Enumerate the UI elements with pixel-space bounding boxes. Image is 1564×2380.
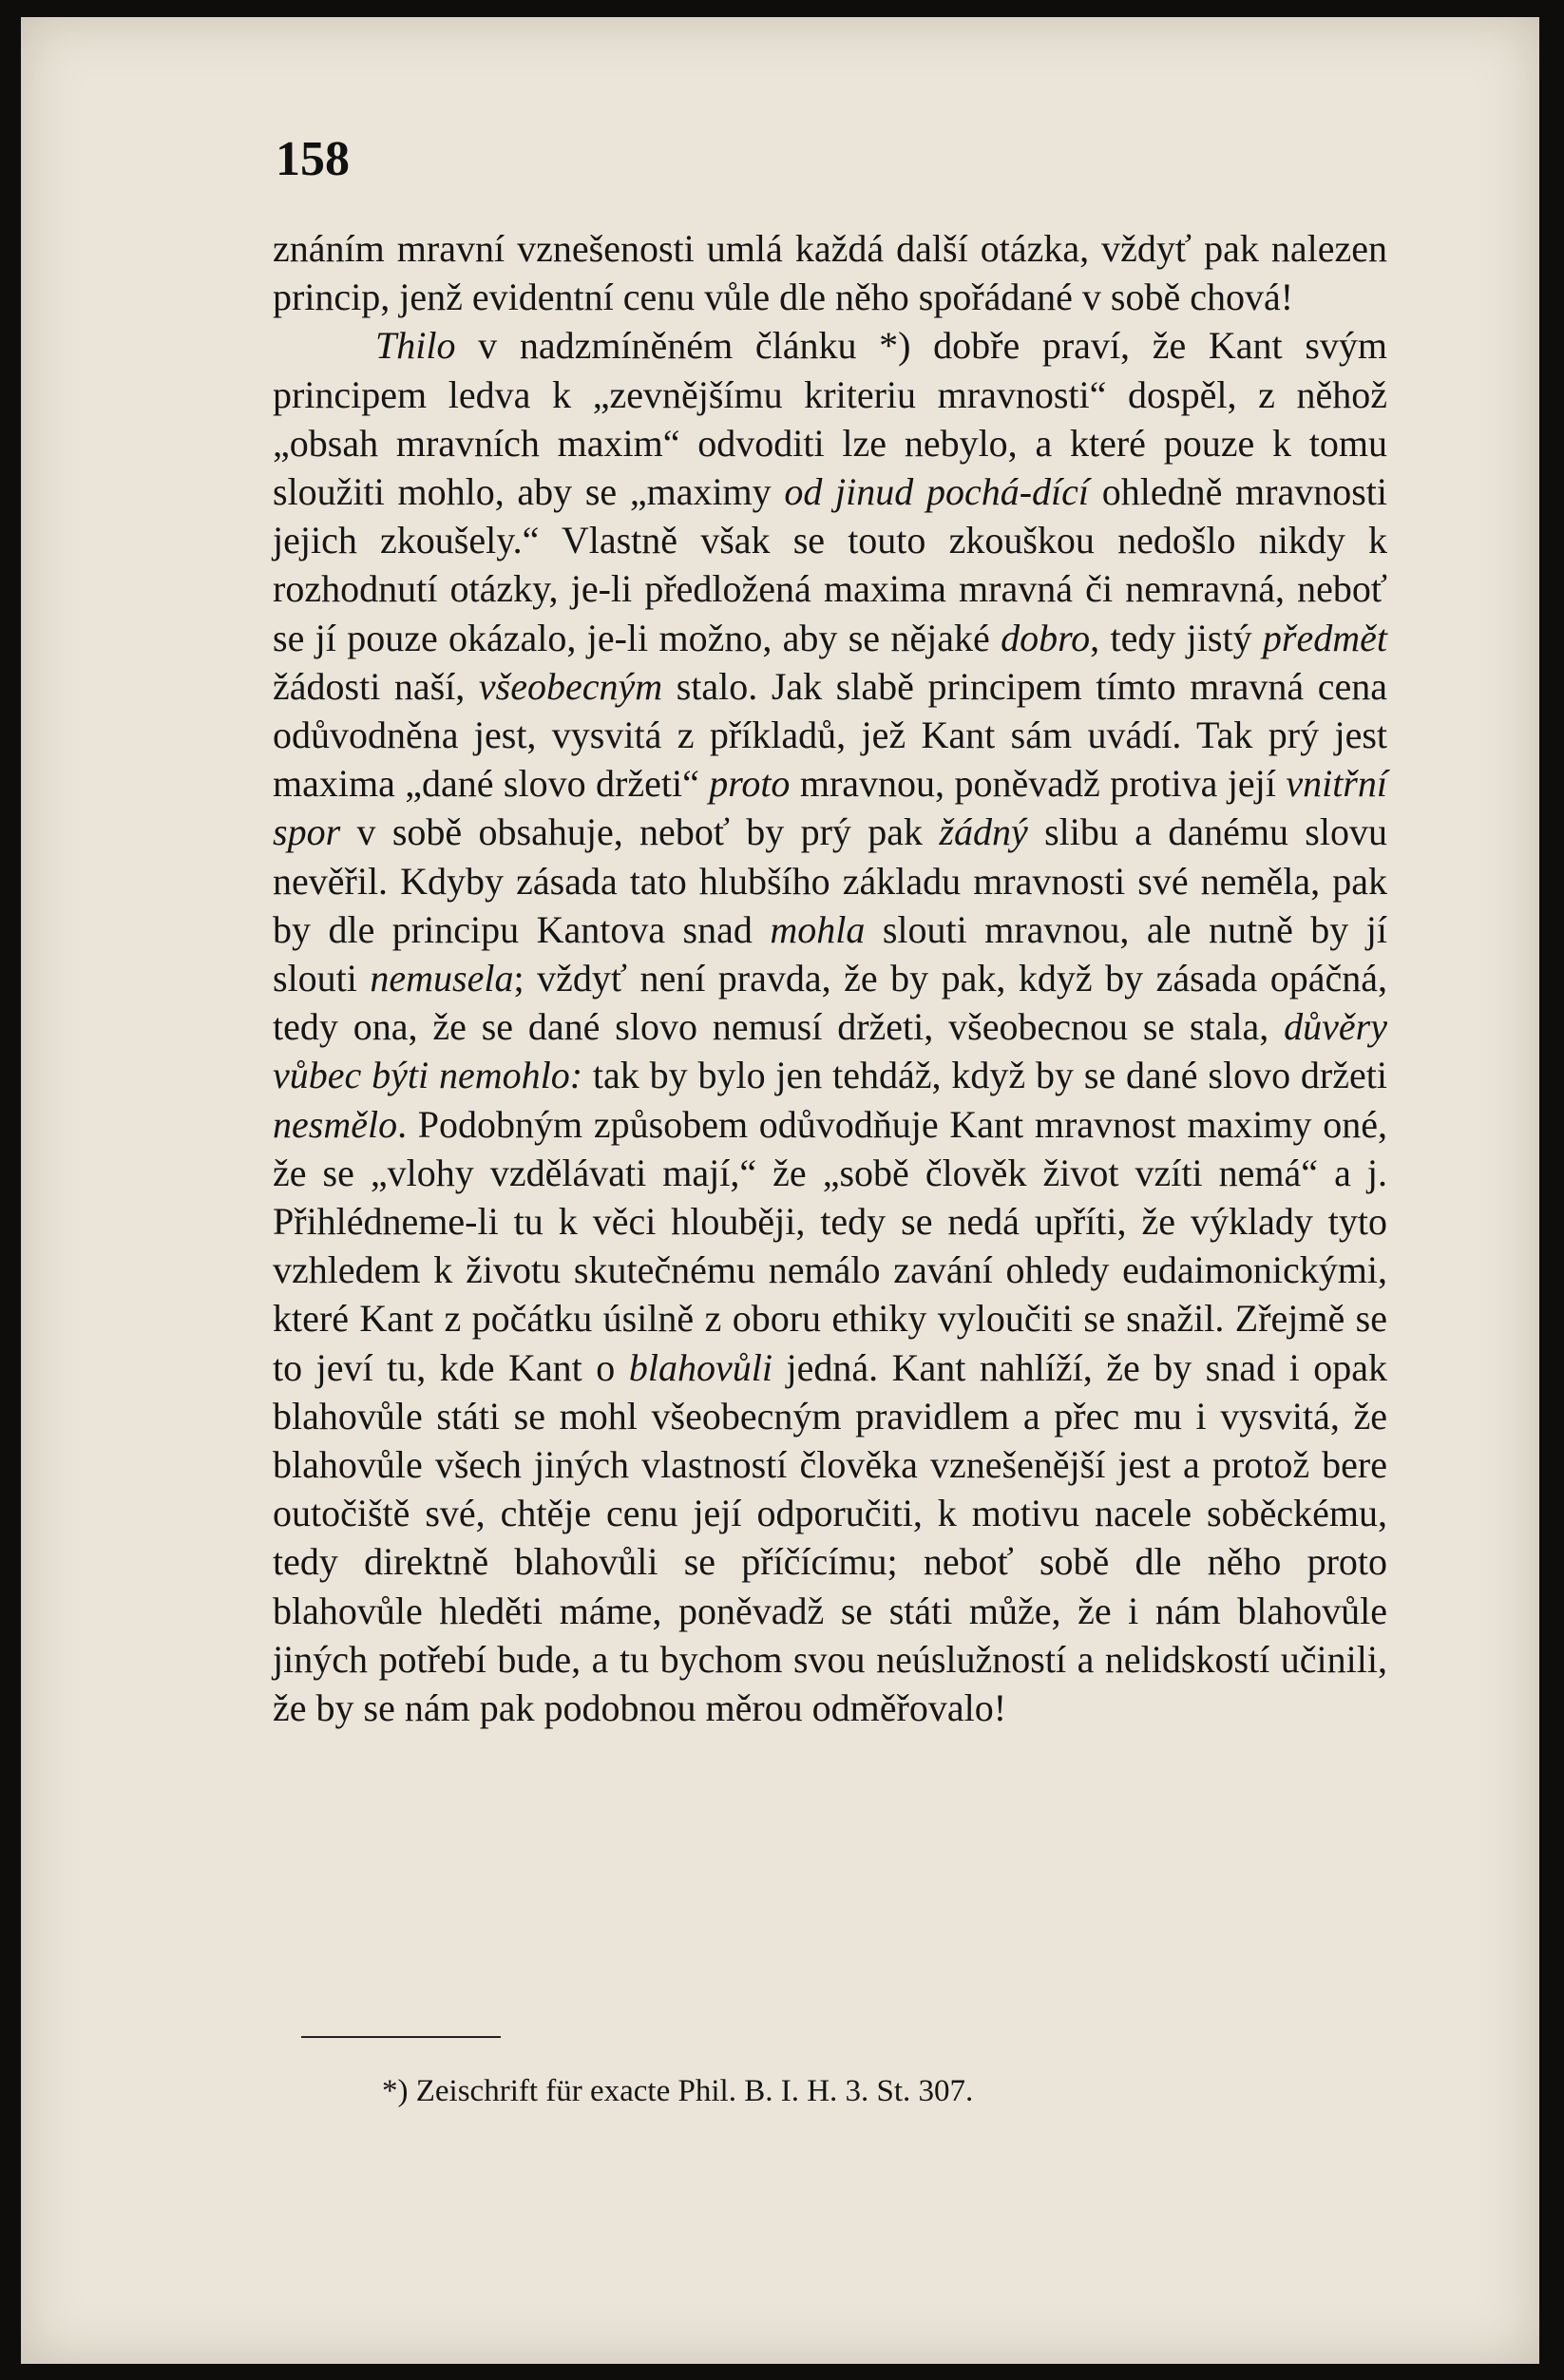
emphasis: nemusela — [370, 957, 514, 1000]
emphasis-thilo: Thilo — [375, 324, 456, 368]
text-segment: stalo. Jak slabě principem tímto mravná cena odůvodněna jest, vysvitá z příkladů, jež Kant sám uvádí. Tak prý jest maxima „dané slovo držeti“ — [273, 664, 1388, 806]
text-segment: mravnou, poněvadž protiva její — [790, 762, 1287, 806]
text-segment: žádosti naší, — [273, 664, 479, 708]
text-segment: . Podobným způsobem odůvodňuje Kant mravnost maximy oné, že se „vlohy vzdělávati mají,“ že „sobě člověk život vzíti nemá“ a j. Přihlédneme-li tu k věci hlouběji, tedy se nedá upříti, že výklady tyto vzhledem k životu skutečnému nemálo zavání ohledy eudaimonickými, které Kant z počátku úsilně z oboru ethiky vyloučiti se snažil. Zřejmě se to jeví tu, kde Kant o — [273, 1102, 1387, 1389]
text-segment: slouti mravnou, ale nutně by jí slouti — [273, 907, 1387, 1000]
text-segment: slibu a danému slovu nevěřil. Kdyby zásada tato hlubšího základu mravnosti své neměla, pak by dle principu Kantova snad — [273, 810, 1387, 951]
footnote-divider — [301, 2036, 501, 2038]
emphasis: vnitřní spor — [273, 762, 1387, 854]
emphasis: blahovůli — [628, 1345, 772, 1389]
emphasis: od jinud pochá-dící — [784, 470, 1090, 514]
page-number: 158 — [276, 132, 350, 186]
text-segment: ; vždyť není pravda, že by pak, když by zásada opáčná, tedy ona, že se dané slovo nemusí držeti, všeobecnou se stala, — [273, 957, 1387, 1049]
text-segment: jedná. Kant nahlíží, že by snad i opak blahovůle státi se mohl všeobecným pravidlem a přec mu i vysvitá, že blahovůle všech jiných vlastností člověka vznešenější jest a protož bere outočiště své, chtěje cenu její odporučiti, k motivu nacele soběckému, tedy direktně blahovůli se příčícímu; neboť sobě dle něho proto blahovůle hleděti máme, poněvadž se státi může, že i nám blahovůle jiných potřebí bude, a tu bychom svou neúslužností a nelidskostí učinili, že by se nám pak podobnou měrou odměřovalo! — [273, 1345, 1388, 1730]
text-segment: v sobě obsahuje, neboť by prý pak — [340, 810, 940, 854]
text-segment: ohledně mravnosti jejich zkoušely.“ Vlastně však se touto zkouškou nedošlo nikdy k rozhodnutí otázky, je-li předložená maxima mravná či nemravná, neboť se jí pouze okázalo, je-li možno, aby se nějaké — [273, 470, 1387, 659]
emphasis: proto — [709, 762, 791, 806]
emphasis: dobro — [1001, 616, 1091, 659]
emphasis: všeobecným — [478, 664, 663, 708]
text-segment: tak by bylo jen tehdáž, když by se dané slovo držeti — [582, 1054, 1387, 1097]
paragraph-2 — [273, 321, 1387, 1732]
text-segment: , tedy jistý — [1090, 616, 1263, 659]
emphasis: mohla — [770, 907, 866, 951]
footnote: *) Zeischrift für exacte Phil. B. I. H. 3. St. 307. — [382, 2074, 974, 2108]
book-page — [21, 17, 1539, 2364]
paragraph-1-text: znáním mravní vznešenosti umlá každá další otázka, vždyť pak nalezen princip, jenž evidentní cenu vůle dle něho spořádané v sobě chová! — [273, 227, 1387, 319]
emphasis: předmět — [1262, 616, 1387, 659]
paragraph-1 — [273, 224, 1387, 321]
body-text — [273, 224, 1387, 1732]
text-segment: v nadzmíněném článku *) dobře praví, že Kant svým principem ledva k „zevnějšímu kriteriu mravnosti“ dospěl, z něhož „obsah mravních maxim“ odvoditi lze nebylo, a které pouze k tomu sloužiti mohlo, aby se „maximy — [273, 324, 1387, 514]
emphasis: nesmělo — [273, 1102, 398, 1146]
emphasis: důvěry vůbec býti nemohlo: — [273, 1005, 1387, 1097]
emphasis: žádný — [939, 810, 1028, 854]
